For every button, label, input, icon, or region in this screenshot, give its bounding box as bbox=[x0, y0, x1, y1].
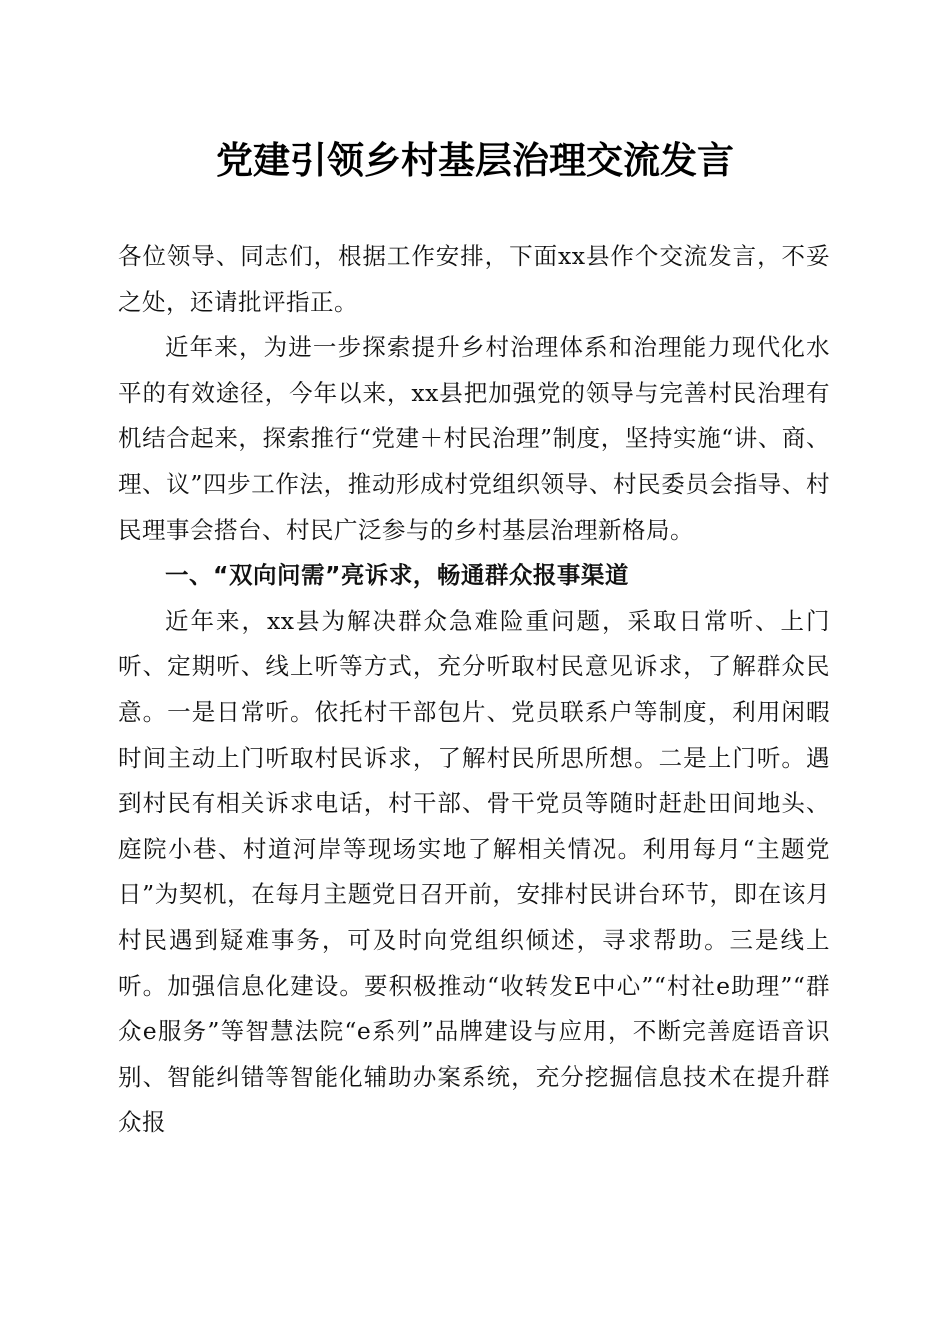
document-body bbox=[118, 234, 830, 1146]
section-paragraph: 近年来，xx县为解决群众急难险重问题，采取日常听、上门听、定期听、线上听等方式，充分听取村民意见诉求，了解群众民意。一是日常听。依托村干部包片、党员联系户等制度，利用闲暇时间主动上门听取村民诉求，了解村民所思所想。二是上门听。遇到村民有相关诉求电话，村干部、骨干党员等随时赶赴田间地头、庭院小巷、村道河岸等现场实地了解相关情况。利用每月“主题党日”为契机，在每月主题党日召开前，安排村民讲台环节，即在该月村民遇到疑难事务，可及时向党组织倾述，寻求帮助。三是线上听。加强信息化建设。要积极推动“收转发E中心”“村社e助理”“群众e服务”等智慧法院“e系列”品牌建设与应用，不断完善庭语音识别、智能纠错等智能化辅助办案系统，充分挖掘信息技术在提升群众报 bbox=[118, 606, 830, 1137]
intro-paragraph: 近年来，为进一步探索提升乡村治理体系和治理能力现代化水平的有效途径，今年以来，xx县把加强党的领导与完善村民治理有机结合起来，探索推行“党建＋村民治理”制度，坚持实施“讲、商、理、议”四步工作法，推动形成村党组织领导、村民委员会指导、村民理事会搭台、村民广泛参与的乡村基层治理新格局。 bbox=[118, 333, 830, 544]
opening-paragraph: 各位领导、同志们，根据工作安排，下面xx县作个交流发言，不妥之处，还请批评指正。 bbox=[118, 242, 830, 316]
document-title: 党建引领乡村基层治理交流发言 bbox=[216, 138, 734, 182]
section-heading: 一、“双向问需”亮诉求，畅通群众报事渠道 bbox=[165, 561, 629, 590]
